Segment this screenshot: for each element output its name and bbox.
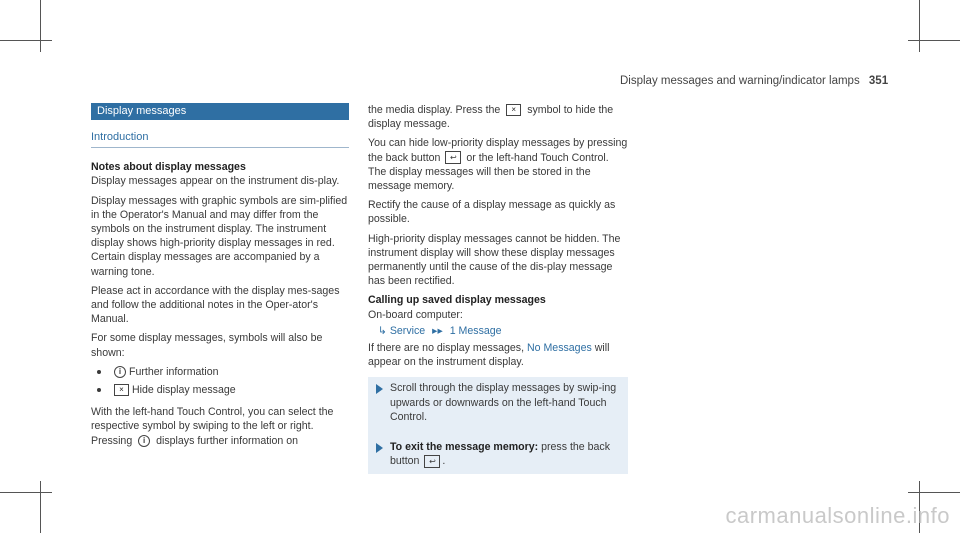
double-chevron-icon: ▸▸ [432,324,443,337]
close-icon: × [114,384,129,396]
paragraph [91,405,349,448]
list-item [97,365,349,379]
paragraph-text: If there are no display messages, [368,342,525,355]
crop-mark [40,481,41,533]
arrow-right-icon: ↳ [378,324,387,337]
paragraph [368,341,628,369]
section-banner: Display messages [91,103,349,120]
bullet-dot [97,388,101,392]
close-icon: × [506,104,521,116]
crop-mark [919,0,920,52]
crop-mark [0,40,52,41]
info-icon: i [114,366,126,378]
section-heading: Calling up saved display messages [368,294,546,307]
paragraph: Rectify the cause of a display message as quickly as possible. [368,199,616,226]
paragraph-text: You can hide low-priority display messages by pressing the back button [368,137,628,164]
step-text: press the back button [390,441,611,468]
bullet-dot [97,370,101,374]
paragraph-text: displays further information on [156,434,299,447]
paragraph-text: will appear on the instrument display. [368,342,610,369]
no-messages-label: No Messages [527,342,592,355]
menu-path [378,324,628,338]
page-number: 351 [868,75,889,87]
list-item-label: Hide display message [132,384,236,397]
paragraph: High-priority display messages cannot be hidden. The instrument display will show these display messages permanently until the cause of the dis-play message has been rectified. [368,232,621,288]
crop-mark [908,492,960,493]
page-header [620,75,888,87]
watermark: carmanualsonline.info [725,503,950,528]
crop-mark [908,40,960,41]
menu-path-service: Service [389,324,426,337]
header-title: Display messages and warning/indicator lamps [620,75,860,87]
play-arrow-icon [376,384,383,394]
menu-path-message: 1 Message [449,324,502,337]
section-heading: Notes about display messages [91,161,246,174]
back-button-icon: ↩ [424,455,440,468]
onboard-label: On-board computer: [368,308,463,321]
left-column [91,103,349,453]
list-item-label: Further information [129,365,219,378]
subheading: Introduction [91,130,349,148]
paragraph-text: or the left-hand Touch Control. The display messages will then be stored in the message memory. [368,151,609,193]
step-label: To exit the message memory: [390,441,539,454]
paragraph [368,136,628,193]
paragraph-text: the media display. Press the [368,104,501,116]
instruction-step [368,377,628,430]
paragraph [368,103,628,131]
paragraph: Display messages appear on the instrument dis-play. [91,175,340,188]
paragraph-text: With the left-hand Touch Control, you can select the respective symbol by swiping to the left or right. Pressing [91,406,334,447]
back-button-icon: ↩ [445,151,461,164]
play-arrow-icon [376,443,383,453]
paragraph: For some display messages, symbols will also be shown: [91,332,323,359]
paragraph: Display messages with graphic symbols are sim-plified in the Operator's Manual and may differ from the symbols on the instrument display. The instrument display shows high-priority display messages in red. Certain display messages are accompanied by a warning tone. [91,194,348,278]
paragraph: Please act in accordance with the display mes-sages and follow the additional notes in the Oper-ator's Manual. [91,284,340,326]
list-item [97,383,349,397]
info-icon: i [138,435,150,447]
instruction-step: To exit the message memory: press the back button ↩ . [368,430,628,474]
crop-mark [0,492,52,493]
paragraph-text: symbol to hide the display message. [368,104,614,131]
step-text: Scroll through the display messages by swip-ing upwards or downwards on the left-hand Touch Control. [390,382,617,423]
right-column [368,103,628,474]
crop-mark [40,0,41,52]
